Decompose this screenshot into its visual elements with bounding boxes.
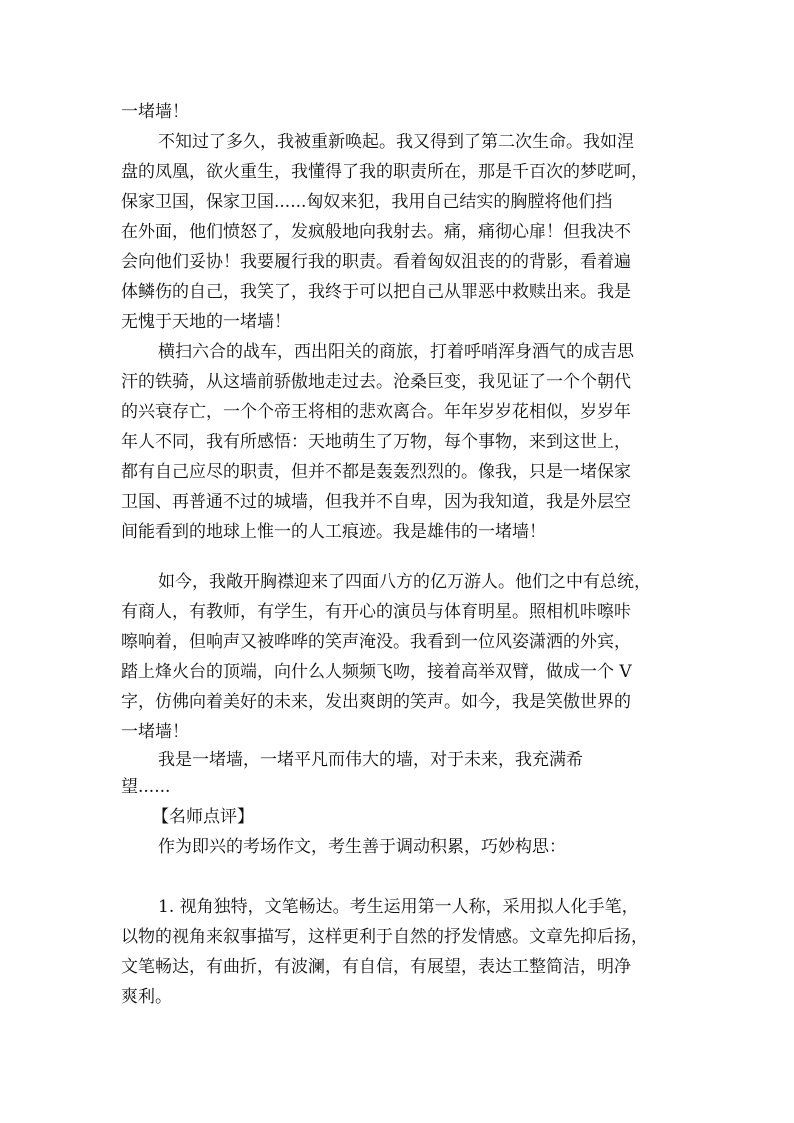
text-line: 1. 视角独特，文笔畅达。考生运用第一人称，采用拟人化手笔， [158, 897, 639, 917]
text-line: 踏上烽火台的顶端，向什么人频频飞吻，接着高举双臂，做成一个 V [121, 662, 632, 682]
text-line: 卫国、再普通不过的城墙，但我并不自卑，因为我知道，我是外层空 [121, 492, 631, 512]
text-line: 汗的铁骑，从这墙前骄傲地走过去。沧桑巨变，我见证了一个个朝代 [121, 372, 631, 392]
text-line: 字，仿佛向着美好的未来，发出爽朗的笑声。如今，我是笑傲世界的 [121, 692, 631, 712]
text-line: 有商人，有教师，有学生，有开心的演员与体育明星。照相机咔嚓咔 [121, 602, 631, 622]
text-line: 如今，我敞开胸襟迎来了四面八方的亿万游人。他们之中有总统， [158, 572, 651, 592]
text-line: 作为即兴的考场作文，考生善于调动积累，巧妙构思： [158, 837, 566, 857]
text-line: 望...... [121, 777, 171, 797]
text-line: 横扫六合的战车，西出阳关的商旅，打着呼哨浑身酒气的成吉思 [158, 342, 634, 362]
text-line: 体鳞伤的自己，我笑了，我终于可以把自己从罪恶中救赎出来。我是 [121, 282, 631, 302]
text-line: 的兴衰存亡，一个个帝王将相的悲欢离合。年年岁岁花相似，岁岁年 [121, 402, 631, 422]
text-line: 不知过了多久，我被重新唤起。我又得到了第二次生命。我如涅 [158, 132, 634, 152]
text-line: 在外面，他们愤怒了，发疯般地向我射去。痛，痛彻心扉！但我决不 [121, 222, 631, 242]
text-line: 保家卫国，保家卫国......匈奴来犯，我用自己结实的胸膛将他们挡 [121, 192, 613, 212]
text-line: 盘的凤凰，欲火重生，我懂得了我的职责所在，那是千百次的梦呓呵， [121, 162, 648, 182]
text-line: 一堵墙！ [121, 102, 189, 122]
text-line: 年人不同，我有所感悟：天地萌生了万物，每个事物，来到这世上， [121, 432, 631, 452]
text-line: 我是一堵墙，一堵平凡而伟大的墙，对于未来，我充满希 [158, 750, 583, 770]
section-heading: 【名师点评】 [152, 807, 254, 827]
text-line: 嚓响着，但响声又被哗哗的笑声淹没。我看到一位风姿潇洒的外宾， [121, 632, 631, 652]
text-line: 以物的视角来叙事描写，这样更利于自然的抒发情感。文章先抑后扬， [121, 927, 648, 947]
text-line: 爽利。 [121, 987, 172, 1007]
text-line: 会向他们妥协！我要履行我的职责。看着匈奴沮丧的的背影，看着遍 [121, 252, 631, 272]
text-line: 文笔畅达，有曲折，有波澜，有自信，有展望，表达工整简洁，明净 [121, 957, 631, 977]
text-line: 间能看到的地球上惟一的人工痕迹。我是雄伟的一堵墙！ [121, 522, 546, 542]
text-line: 都有自己应尽的职责，但并不都是轰轰烈烈的。像我，只是一堵保家 [121, 462, 631, 482]
text-line: 无愧于天地的一堵墙！ [121, 312, 291, 332]
text-line: 一堵墙！ [121, 722, 189, 742]
